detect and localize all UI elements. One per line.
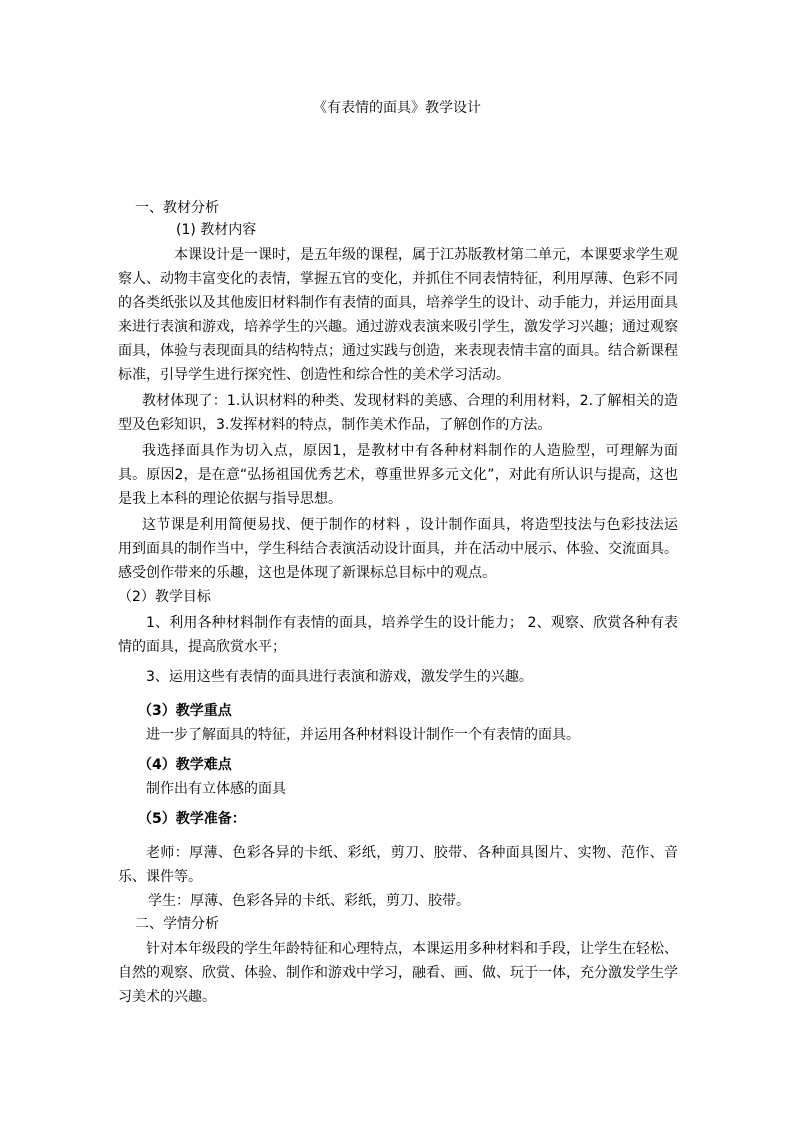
paragraph-learner-analysis: 针对本年级段的学生年龄特征和心理特点，本课运用多种材料和手段，让学生在轻松、自然的观察、欣赏、体验、制作和游戏中学习，融看、画、做、玩于一体，充分激发学生学习美术的兴趣。 — [118, 941, 678, 1005]
paragraph-course-overview: 本课设计是一课时，是五年级的课程，属于江苏版教材第二单元，本课要求学生观察人、动物丰富变化的表情，掌握五官的变化，并抓住不同表情特征，利用厚薄、色彩不同的各类纸张以及其他废旧材料制作有表情的面具，培养学生的设计、动手能力，并运用面具来进行表演和游戏，培养学生的兴趣。通过游戏表演来吸引学生，激发学习兴趣；通过观察面具，体验与表现面具的结构特点；通过实践与创造，来表现表情丰富的面具。结合新课程标准，引导学生进行探究性、创造性和综合性的美术学习活动。 — [118, 247, 678, 383]
difficulties-text: 制作出有立体感的面具 — [146, 781, 286, 797]
goal-item-3: 3、运用这些有表情的面具进行表演和游戏，激发学生的兴趣。 — [146, 669, 533, 685]
subheading-teaching-goals: （2）教学目标 — [118, 589, 211, 605]
subheading-difficulties: （4）教学难点 — [138, 757, 232, 773]
subheading-preparation: （5）教学准备： — [138, 811, 246, 827]
section-heading-learner-analysis: 二、学情分析 — [135, 916, 219, 932]
document-body — [118, 197, 678, 1009]
section-heading-material-analysis: 一、教材分析 — [135, 200, 219, 216]
document-title: 《有表情的面具》教学设计 — [313, 100, 481, 116]
key-points-text: 进一步了解面具的特征，并运用各种材料设计制作一个有表情的面具。 — [146, 727, 580, 743]
goal-items-1-2: 1、利用各种材料制作有表情的面具，培养学生的设计能力； 2、观察、欣赏各种有表情的面具，提高欣赏水平； — [118, 615, 678, 655]
preparation-teacher: 老师：厚薄、色彩各异的卡纸、彩纸，剪刀、胶带、各种面具图片、实物、范作、音乐、课件等。 — [118, 845, 678, 885]
subheading-material-content: (1) 教材内容 — [176, 222, 257, 238]
subheading-key-points: （3）教学重点 — [138, 703, 232, 719]
paragraph-material-embodies: 教材体现了：1.认识材料的种类、发现材料的美感、合理的利用材料，2.了解相关的造型及色彩知识，3.发挥材料的特点，制作美术作品，了解创作的方法。 — [118, 393, 678, 433]
preparation-student: 学生：厚薄、色彩各异的卡纸、彩纸，剪刀、胶带。 — [148, 893, 470, 909]
paragraph-lesson-approach: 这节课是利用简便易找、便于制作的材料 ，设计制作面具，将造型技法与色彩技法运用到面具的制作当中，学生科结合表演活动设计面具，并在活动中展示、体验、交流面具。感受创作带来的乐趣，这也是体现了新课标总目标中的观点。 — [118, 517, 678, 581]
paragraph-why-masks: 我选择面具作为切入点，原因1，是教材中有各种材料制作的人造脸型，可理解为面具。原因2，是在意“弘扬祖国优秀艺术，尊重世界多元文化”，对此有所认识与提高，这也是我上本科的理论依据与指导思想。 — [118, 443, 678, 507]
